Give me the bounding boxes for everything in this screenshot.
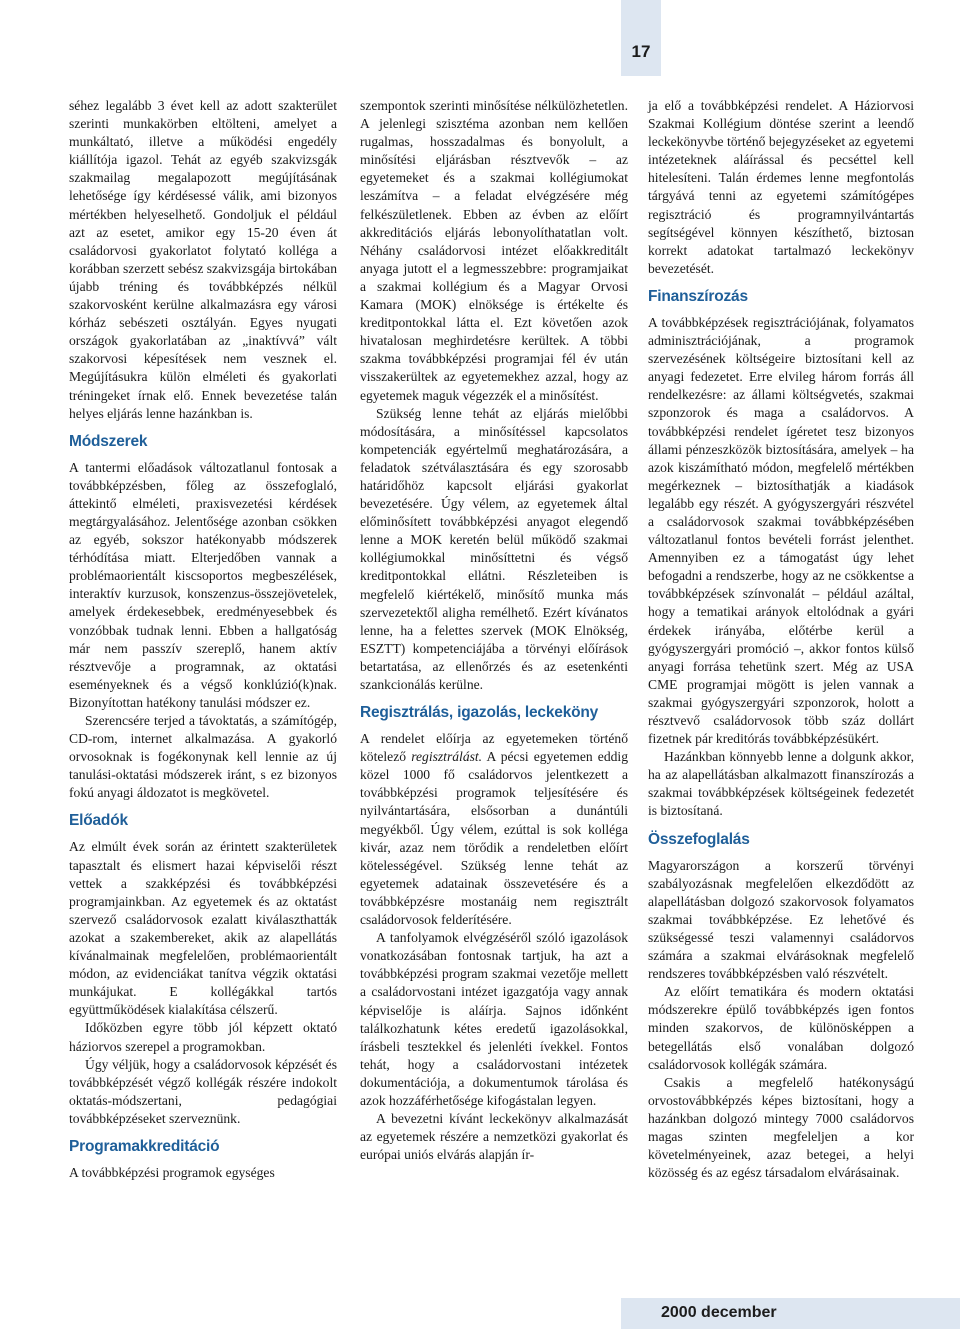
page-number-box — [621, 0, 661, 76]
paragraph: A továbbképzések regisztrációjának, folyamatos adminisztrációjának, a programok szervezésének költségeire biztosítani kell az anyagi fedezetet. Erre elvileg három forrás áll rendelkezésre: az állami költségvetés, szakmai szponzorok és maga a családorvos. A továbbképzési rendelet ígéretet tesz bizonyos állami pénzeszközök biztosítására, amelyek – ha azok kiszámítható módon, megfelelő mértékben megérkeznek – biztosíthatják a kiadások legalább egy részét. A gyógyszergyári részvétel a családorvosok szakmai továbbképzésében változatlanul fontos bevételi forrást jelenthet. Amennyiben ez a támogatást úgy lehet befogadni a rendszerbe, hogy az ne csökkentse a továbbképzések színvonalát – például azáltal, hogy a tematikai arányok eltolódnak a gyári érdekek irányába, előtérbe kerül a gyógyszergyári promóció –, akkor fontos külső anyagi forrása tehetünk szert. Még az USA CME programjai mögött is jelen vannak a szakmai gyógyszergyári szponzorok, holott a résztvevő családorvosok több száz dollárt fizetnek pár kreditórás továbbképzésükért. — [648, 314, 914, 747]
footer-box — [621, 1298, 960, 1329]
text-run: A pécsi egyetemen eddig közel 1000 fő családorvos jelentkezett a továbbképzési programok teljesítésére és nyilvántartására, elsősorban a dunántúli megyékből. Úgy vélem, ezúttal is sok kolléga kivár, azaz nem törődik a rendeletben előírt kötelességével. Szükség lenne tehát az egyetemek adatainak összevetésére és a továbbképzésre mostanáig nem regisztrált családorvosok felderítésére. — [360, 749, 628, 928]
page-number: 17 — [631, 42, 651, 61]
paragraph: szempontok szerinti minősítése nélkülözhetetlen. A jelenlegi szisztéma azonban nem kellően rugalmas, hosszadalmas és bonyolult, a minősítési eljárásban résztvevők – az egyetemeket és a szakmai kollégiumokat leszámítva – a feladat elvégzésére még felkészületlenek. Ebben az évben az előírt akkreditációs eljárás lebonyolíthatatlan volt. Néhány családorvosi intézet előakkreditált anyaga jutott el a legmesszebbre: programjaikat a szakmai kollégium és a Magyar Orvosi Kamara (MOK) elnöksége is értékelte és kreditpontokkal látta el. Ezt követően azok hivatalosan meghirdetésre kerültek. A többi szakma továbbképzési programjai fél év után visszakerültek az egyetemekhez azzal, hogy az egyetemek maguk végezzék el a minősítést. — [360, 98, 628, 403]
paragraph: Az elmúlt évek során az érintett szakterületek tapasztalt és elismert hazai képviselői részt vettek a szakképzési és továbbképzési programjainkban. Az egyetemek és az oktatást szervező családorvosok ezalatt kiválaszthatták azokat a szakembereket, akik az alapellátás kívánalmainak megfelelően, problémaorientált módon, az evidenciákat tanítva végzik oktatási munkájukat. E kollégákkal tartós együttműködések kialakítása célszerű. — [69, 839, 337, 1018]
paragraph: séhez legalább 3 évet kell az adott szakterület szerinti munkakörben eltölteni, amelyet a munkáltató, illetve a működési engedély kiállítója igazol. Tehát az egyéb szakvizsgák szakmailag megalapozott megújításának lehetősége így kérdésessé válik, ami bizonyos mértékben helyeselhető. Gondoljuk el például azt az esetet, amikor egy 15-20 éven át családorvosi gyakorlatot folytató kolléga a korábban szerzett sebész szakvizsgája birtokában újabb tréning és továbbképzés nélkül szakorvosként kerülne alkalmazásra egy városi kórház sebészeti osztályán. Egyes nyugati országok gyakorlatában az „inaktívvá” vált szakorvosi képesítések nem vesznek el. Megújításukra külön elméleti és gyakorlati tréningeket írnak elő. Ennek bevezetése talán helyes eljárás lenne hazánkban is. — [69, 98, 337, 421]
paragraph: Csakis a megfelelő hatékonyságú orvostovábbképzés képes biztosítani, hogy a hazánkban dolgozó mintegy 7000 családorvos magas szinten megfeleljen a kor követelményeinek, azaz betegei, a helyi közösség és az egész társadalom elvárásainak. — [648, 1074, 914, 1181]
column-3 — [648, 97, 914, 1182]
paragraph: Időközben egyre több jól képzett oktató háziorvos szerepel a programokban. — [69, 1020, 337, 1054]
column-1 — [69, 97, 337, 1182]
heading-finanszirozas: Finanszírozás — [648, 287, 748, 305]
heading-eloadok: Előadók — [69, 812, 128, 830]
paragraph: A továbbképzési programok egységes — [69, 1164, 275, 1180]
emphasis: regisztrálást. — [411, 749, 483, 765]
paragraph: Magyarországon a korszerű törvényi szabályozásnak megfelelően elkezdődött az alapellátásban dolgozó szakorvosok folyamatos szakmai továbbképzése. Ez lehetővé és szükségessé teszi valamennyi családorvos számára a szakmai elvárásoknak megfelelő rendszeres továbbképzésben való részvételt. — [648, 857, 914, 982]
paragraph: Szerencsére terjed a távoktatás, a számítógép, CD-rom, internet alkalmazása. A gyakorló orvosoknak is fogékonynak kell lennie az új tanulási-oktatási módszerek iránt, s ez bizonyos fokú anyagi áldozatot is megkövetel. — [69, 713, 337, 801]
footer-date: 2000 december — [661, 1304, 777, 1321]
paragraph — [360, 730, 628, 929]
column-2 — [360, 97, 628, 1164]
paragraph: Az előírt tematikára és modern oktatási módszerekre épülő továbbképzés igen fontos minden szakorvos, de különösképpen a betegellátás első vonalában dolgozó családorvosok kollégák számára. — [648, 984, 914, 1072]
paragraph: Úgy véljük, hogy a családorvosok képzését és továbbképzését végző kollégák részére indokolt oktatás-módszertani, pedagógiai továbbképzéseket szerveznünk. — [69, 1056, 337, 1126]
heading-regisztralas: Regisztrálás, igazolás, leckeköny — [360, 704, 599, 722]
heading-programakkreditacio: Programakkreditáció — [69, 1137, 220, 1155]
heading-modszerek: Módszerek — [69, 432, 148, 450]
paragraph: A tanfolyamok elvégzéséről szóló igazolások vonatkozásában fontosnak tartjuk, ha azt a továbbképzési program szakmai vezetője mellett a családorvostani intézet igazgatója vagy annak képviselője is aláírja. Sajnos időnként találkozhatunk kétes eredetű igazolásokkal, írásbeli tesztekkel és jelenléti ívekkel. Fontos tehát, hogy a családorvostani intézetek dokumentációja, a dokumentumok tárolása és azok hozzáférhetősége kifogástalan legyen. — [360, 930, 628, 1108]
paragraph: A tantermi előadások változatlanul fontosak a továbbképzésben, főleg az összefoglaló, áttekintő elméleti, praxisvezetési kérdések megtárgyalásához. Jelentősége azonban csökken az egyéb, sokszor hatékonyabb módszerek térhódítása miatt. Elterjedőben vannak a problémaorientált kiscsoportos megbeszélések, interaktív kurzusok, konszenzus-összejövetelek, amelyek érdekesebbek, eredményesebbek és vonzóbbak tudnak lenni. Ebben a hallgatóság már nem passzív szereplő, hanem aktív résztvevője a programnak, az oktatási eseményeknek és a végső konklúzió(k)nak. Bizonyítottan hatékony tanulási módszer ez. — [69, 459, 337, 710]
paragraph: A bevezetni kívánt leckekönyv alkalmazását az egyetemek részére a nemzetközi gyakorlat és európai uniós elvárás alapján ír- — [360, 1111, 628, 1163]
paragraph: Hazánkban könnyebb lenne a dolgunk akkor, ha az alapellátásban alkalmazott finanszírozás a szakmai továbbképzések költségeinek fedezetét is biztosítaná. — [648, 749, 914, 819]
text-run: A rendelet előírja az egyetemeken történő kötelező — [360, 731, 628, 765]
paragraph: ja elő a továbbképzési rendelet. A Háziorvosi Szakmai Kollégium döntése szerint a leendő leckekönyvbe történő bejegyzéseket az egyetemi intézeteknek aláírással és pecséttel kell hitelesíteni. Talán érdemes lenne megfontolás tárgyává tenni az egyetemi számítógépes regisztráció és programnyilvántartás segítségével könnyen készíthető, biztosan korrekt adatokat tartalmazó leckekönyv bevezetését. — [648, 98, 914, 276]
heading-osszefoglalas: Összefoglalás — [648, 830, 750, 848]
paragraph: Szükség lenne tehát az eljárás mielőbbi módosítására, a minősítéssel kapcsolatos kompetenciák egyértelmű meghatározására, a feladatok szétválasztására és egy szorosabb határidőhöz kapcsolt eljárási gyakorlat bevezetésére. Úgy vélem, az egyetemek által előminősített továbbképzési anyagot elegendő lenne a MOK keretén belül működő szakmai kollégiumokkal minősíttetni és végső kreditpontokkal ellátni. Részleteiben is megfelelő kiértékelő, minősítő munka más szervezetektől aligha remélhető. Ezért kívánatos lenne, ha a felettes szervek (MOK Elnökség, ESZTT) kompetenciájába a törvényi előírások betartatása, az ellenőrzés és az esetenkénti szankcionálás kerülne. — [360, 405, 628, 692]
